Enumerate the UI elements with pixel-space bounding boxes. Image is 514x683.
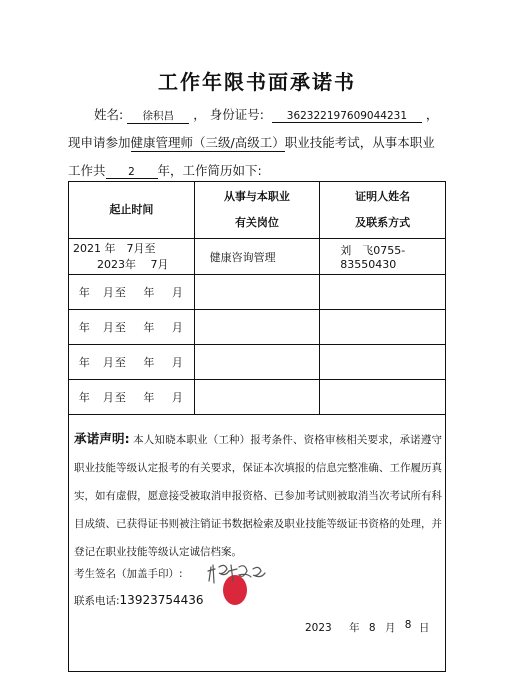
period-cell: 年 月至 年 月 bbox=[69, 275, 195, 310]
period-cell: 年 月至 年 月 bbox=[69, 345, 195, 380]
fingerprint-mark bbox=[223, 575, 247, 605]
years-suffix: 年，工作简历如下: bbox=[157, 163, 262, 178]
period-start bbox=[73, 241, 194, 257]
id-label: 身份证号: bbox=[209, 107, 264, 122]
period-cell: 年 月至 年 月 bbox=[69, 380, 195, 415]
name-separator: ， bbox=[193, 107, 206, 122]
period-end bbox=[73, 257, 194, 273]
phone-value: 13923754436 bbox=[119, 593, 204, 607]
exam-suffix: 职业技能考试，从事本职业 bbox=[284, 135, 435, 150]
position-cell bbox=[194, 275, 320, 310]
header-witness-line1: 证明人姓名 bbox=[355, 190, 411, 203]
date-year: 2023 bbox=[305, 622, 332, 634]
years-value: 2 bbox=[106, 166, 158, 179]
signature-label: 考生签名（加盖手印）: bbox=[74, 568, 183, 580]
contact-cell bbox=[320, 380, 446, 415]
id-value: 362322197609044231 bbox=[272, 110, 422, 123]
statement-text: 本人知晓本职业（工种）报考条件、资格审核相关要求，承诺遵守职业技能等级认定报考的有关要求，保证本次填报的信息完整准确、工作履历真实，如有虚假，愿意接受被取消申报资格、已参加考试则被取消当次考试所有科目成绩、已获得证书则被注销证书数据检索及职业技能等级证书资格的处理，并登记在职业技能等级认定诚信档案。 bbox=[74, 434, 442, 558]
table-header-row bbox=[69, 182, 446, 239]
end-year: 2023 bbox=[97, 257, 125, 271]
end-text: 年 7月 bbox=[125, 257, 169, 271]
table-row bbox=[69, 239, 446, 275]
phone-label: 联系电话: bbox=[74, 595, 120, 607]
start-text: 年 7月至 bbox=[104, 241, 156, 255]
date-line bbox=[305, 620, 429, 635]
table-row bbox=[69, 310, 446, 345]
signature-fingerprint-image bbox=[205, 557, 275, 609]
position-cell bbox=[194, 345, 320, 380]
name-label: 姓名: bbox=[94, 107, 124, 122]
position-cell: 健康咨询管理 bbox=[194, 239, 320, 275]
position-cell bbox=[194, 310, 320, 345]
phone-line bbox=[74, 593, 204, 608]
statement-label: 承诺声明: bbox=[74, 431, 130, 446]
date-year-unit: 年 bbox=[349, 622, 360, 634]
name-value: 徐积昌 bbox=[127, 108, 189, 124]
table-row bbox=[69, 345, 446, 380]
document-title: 工作年限书面承诺书 bbox=[158, 70, 356, 94]
exam-line bbox=[68, 133, 435, 152]
start-year: 2021 bbox=[73, 241, 101, 255]
contact-cell bbox=[320, 310, 446, 345]
years-line bbox=[68, 161, 262, 179]
header-witness-line2: 及联系方式 bbox=[355, 216, 411, 229]
statement-box bbox=[68, 413, 446, 672]
position-cell bbox=[194, 380, 320, 415]
header-position bbox=[194, 182, 320, 239]
date-month: 8 bbox=[368, 622, 376, 634]
date-month-unit: 月 bbox=[384, 622, 396, 634]
date-day-unit: 日 bbox=[418, 622, 430, 634]
table-row bbox=[69, 275, 446, 310]
name-id-line bbox=[94, 105, 438, 124]
header-witness bbox=[320, 182, 446, 239]
statement-paragraph bbox=[74, 425, 442, 566]
years-prefix: 工作共 bbox=[68, 163, 106, 178]
header-position-line2: 有关岗位 bbox=[234, 216, 279, 229]
header-position-line1: 从事与本职业 bbox=[223, 190, 290, 203]
period-cell: 年 月至 年 月 bbox=[69, 310, 195, 345]
exam-value: 健康管理师（三级/高级工） bbox=[130, 135, 285, 150]
contact-cell bbox=[320, 275, 446, 310]
period-cell bbox=[69, 239, 195, 275]
work-history-table bbox=[68, 181, 446, 415]
contact-cell: 刘 飞0755-83550430 bbox=[320, 239, 446, 275]
contact-cell bbox=[320, 345, 446, 380]
date-day: 8 bbox=[404, 619, 412, 631]
header-period: 起止时间 bbox=[69, 182, 195, 239]
table-row bbox=[69, 380, 446, 415]
id-tail: ， bbox=[425, 107, 439, 122]
exam-prefix: 现申请参加 bbox=[68, 135, 131, 150]
